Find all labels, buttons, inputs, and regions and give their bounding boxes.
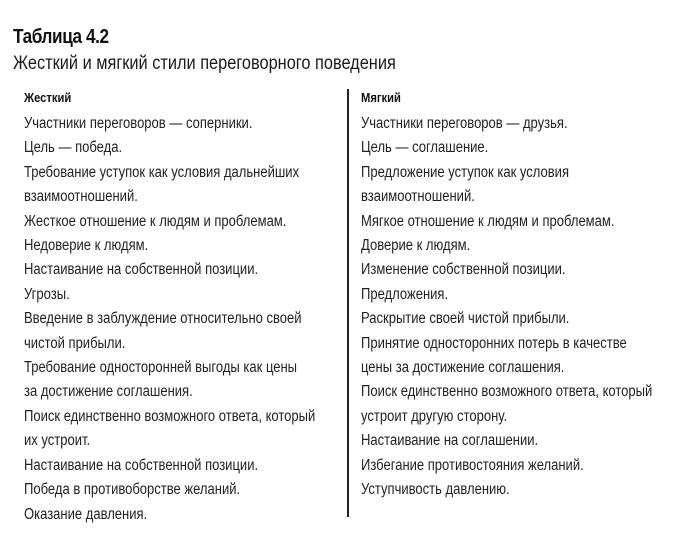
column-header-soft: Мягкий: [361, 90, 401, 105]
list-item: взаимоотношений.: [361, 188, 475, 206]
list-item: Избегание противостояния желаний.: [361, 456, 584, 474]
list-item: Настаивание на соглашении.: [361, 432, 539, 450]
list-item: Предложения.: [361, 285, 449, 303]
list-item: Настаивание на собственной позиции.: [24, 456, 259, 474]
column-hard: [24, 89, 342, 527]
column-divider: [347, 89, 349, 517]
list-item: Победа в противоборстве желаний.: [24, 481, 241, 499]
column-header-hard: Жесткий: [24, 90, 72, 105]
list-item: их устроит.: [24, 432, 91, 450]
list-item: Уступчивость давлению.: [361, 481, 510, 499]
list-item: Цель — победа.: [24, 139, 123, 157]
table-caption: Жесткий и мягкий стили переговорного поведения: [13, 53, 396, 74]
list-item: Предложение уступок как условия: [361, 163, 570, 181]
list-item: Недоверие к людям.: [24, 237, 149, 255]
list-item: Поиск единственно возможного ответа, который: [361, 383, 653, 401]
list-item: Жесткое отношение к людям и проблемам.: [24, 212, 287, 230]
list-item: взаимоотношений.: [24, 188, 138, 206]
list-item: Мягкое отношение к людям и проблемам.: [361, 212, 615, 230]
list-item: Раскрытие своей чистой прибыли.: [361, 310, 570, 328]
table-number: Таблица 4.2: [13, 26, 109, 48]
list-item: Требование уступок как условия дальнейших: [24, 163, 300, 181]
list-item: Настаивание на собственной позиции.: [24, 261, 259, 279]
list-item: за достижение соглашения.: [24, 383, 193, 401]
list-item: Участники переговоров — друзья.: [361, 115, 568, 132]
list-item: цены за достижение соглашения.: [361, 359, 565, 377]
list-item: Цель — соглашение.: [361, 139, 489, 157]
list-item: Изменение собственной позиции.: [361, 261, 566, 279]
list-item: Введение в заблуждение относительно своей: [24, 310, 302, 328]
list-item: Угрозы.: [24, 285, 70, 303]
list-item: Требование односторонней выгоды как цены: [24, 359, 298, 377]
list-item: Оказание давления.: [24, 505, 148, 523]
list-item: Принятие односторонних потерь в качестве: [361, 334, 627, 352]
list-item: Поиск единственно возможного ответа, который: [24, 407, 316, 425]
list-item: Участники переговоров — соперники.: [24, 115, 253, 132]
list-item: устроит другую сторону.: [361, 407, 508, 425]
column-soft: [361, 89, 691, 503]
list-item: Доверие к людям.: [361, 237, 471, 255]
list-item: чистой прибыли.: [24, 334, 126, 352]
